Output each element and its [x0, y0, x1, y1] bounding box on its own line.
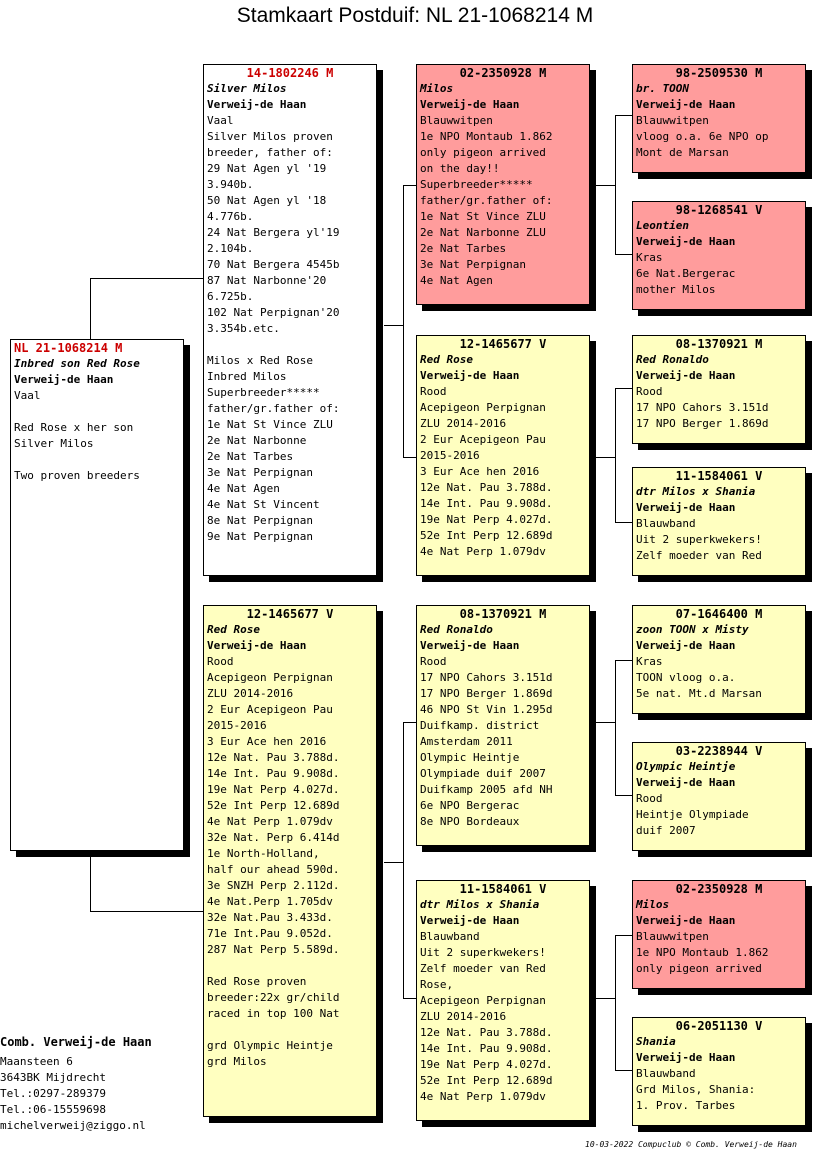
- card-line: 87 Nat Narbonne'20: [207, 274, 327, 287]
- card-line: Rood: [207, 655, 234, 668]
- card-line: Silver Milos: [14, 437, 94, 450]
- card-line: 6.725b.: [207, 290, 254, 303]
- card-line: TOON vloog o.a.: [636, 671, 736, 684]
- card-line: 32e Nat. Perp 6.414d: [207, 831, 340, 844]
- owner-name: Verweij-de Haan: [636, 914, 736, 927]
- sire-card[interactable]: [203, 64, 377, 576]
- card-line: 17 NPO Berger 1.869d: [636, 417, 769, 430]
- card-line: Red Rose x her son: [14, 421, 134, 434]
- dam-dam-dam-card[interactable]: [632, 1017, 806, 1126]
- connector: [403, 998, 417, 999]
- pigeon-name: Milos: [420, 82, 454, 95]
- pigeon-name: Red Rose: [207, 623, 260, 636]
- card-line: 17 NPO Berger 1.869d: [420, 687, 553, 700]
- connector: [615, 254, 633, 255]
- card-line: 52e Int Perp 12.689d: [420, 1074, 553, 1087]
- connector: [596, 185, 616, 186]
- ring-number: 07-1646400 M: [675, 607, 763, 621]
- ring-number: 14-1802246 M: [246, 66, 334, 80]
- dam-card[interactable]: [203, 605, 377, 1117]
- owner-name: Verweij-de Haan: [636, 98, 736, 111]
- owner-name: Verweij-de Haan: [207, 639, 307, 652]
- connector: [90, 851, 91, 912]
- card-lines: [636, 654, 802, 702]
- card-line: Acepigeon Perpignan: [420, 401, 546, 414]
- card-line: grd Olympic Heintje: [207, 1039, 333, 1052]
- sire-dam-sire-card[interactable]: [632, 335, 806, 444]
- card-line: Heintje Olympiade: [636, 808, 749, 821]
- pigeon-name: dtr Milos x Shania: [420, 898, 540, 911]
- card-line: Blauwwitpen: [636, 114, 709, 127]
- card-line: [14, 452, 180, 468]
- card-line: 12e Nat. Pau 3.788d.: [420, 481, 553, 494]
- connector: [90, 278, 91, 340]
- connector: [403, 457, 417, 458]
- card-line: 5e nat. Mt.d Marsan: [636, 687, 762, 700]
- sire-sire-dam-card[interactable]: [632, 201, 806, 310]
- card-line: Uit 2 superkwekers!: [636, 533, 762, 546]
- card-line: 19e Nat Perp 4.027d.: [207, 783, 340, 796]
- card-line: 14e Int. Pau 9.908d.: [420, 497, 553, 510]
- card-line: 2015-2016: [207, 719, 267, 732]
- card-line: Zelf moeder van Red: [636, 549, 762, 562]
- city-line: 3643BK Mijdrecht: [0, 1071, 106, 1084]
- ring-number: 03-2238944 V: [675, 744, 763, 758]
- subject-card[interactable]: [10, 339, 184, 851]
- card-lines: [14, 388, 180, 484]
- card-line: 102 Nat Perpignan'20: [207, 306, 340, 319]
- pigeon-name: br. TOON: [636, 82, 689, 95]
- card-line: Blauwband: [420, 930, 480, 943]
- card-line: [14, 404, 180, 420]
- card-line: Superbreeder*****: [207, 386, 320, 399]
- connector: [384, 862, 404, 863]
- dam-sire-dam-card[interactable]: [632, 742, 806, 851]
- card-line: 287 Nat Perp 5.589d.: [207, 943, 340, 956]
- card-line: 29 Nat Agen yl '19: [207, 162, 327, 175]
- card-line: 12e Nat. Pau 3.788d.: [420, 1026, 553, 1039]
- card-line: Milos x Red Rose: [207, 354, 313, 367]
- card-line: raced in top 100 Nat: [207, 1007, 340, 1020]
- card-line: Acepigeon Perpignan: [420, 994, 546, 1007]
- card-line: 52e Int Perp 12.689d: [207, 799, 340, 812]
- card-line: [207, 958, 373, 974]
- ring-number: 98-1268541 V: [675, 203, 763, 217]
- card-lines: [636, 516, 802, 564]
- card-line: Rood: [636, 385, 663, 398]
- owner-name: Verweij-de Haan: [420, 98, 520, 111]
- connector: [615, 660, 616, 796]
- sire-dam-dam-card[interactable]: [632, 467, 806, 576]
- card-line: 2 Eur Acepigeon Pau: [207, 703, 333, 716]
- owner-name: Verweij-de Haan: [636, 639, 736, 652]
- ring-number: 08-1370921 M: [459, 607, 547, 621]
- card-line: 2 Eur Acepigeon Pau: [420, 433, 546, 446]
- owner-name: Verweij-de Haan: [14, 373, 114, 386]
- card-line: 8e Nat Perpignan: [207, 514, 313, 527]
- connector: [615, 660, 633, 661]
- pigeon-name: Inbred son Red Rose: [14, 357, 140, 370]
- ring-number: 98-2509530 M: [675, 66, 763, 80]
- pigeon-name: Milos: [636, 898, 670, 911]
- pigeon-name: Red Ronaldo: [420, 623, 493, 636]
- connector: [403, 722, 417, 723]
- ring-number: 06-2051130 V: [675, 1019, 763, 1033]
- card-lines: [420, 384, 586, 560]
- card-line: breeder:22x gr/child: [207, 991, 340, 1004]
- card-lines: [636, 113, 802, 161]
- card-line: Mont de Marsan: [636, 146, 729, 159]
- connector: [615, 388, 633, 389]
- card-lines: [636, 384, 802, 432]
- card-line: [207, 1022, 373, 1038]
- sire-dam-card[interactable]: [416, 335, 590, 576]
- connector: [615, 115, 616, 255]
- card-line: 12e Nat. Pau 3.788d.: [207, 751, 340, 764]
- card-line: 32e Nat.Pau 3.433d.: [207, 911, 333, 924]
- mobile-line: Tel.:06-15559698: [0, 1103, 106, 1116]
- pigeon-name: Silver Milos: [207, 82, 287, 95]
- card-line: 1e North-Holland,: [207, 847, 320, 860]
- card-line: 3e Nat Perpignan: [420, 258, 526, 271]
- pigeon-name: Shania: [636, 1035, 676, 1048]
- connector: [90, 911, 204, 912]
- card-line: Acepigeon Perpignan: [207, 671, 333, 684]
- card-line: 19e Nat Perp 4.027d.: [420, 513, 553, 526]
- pigeon-name: Red Ronaldo: [636, 353, 709, 366]
- card-line: 19e Nat Perp 4.027d.: [420, 1058, 553, 1071]
- card-line: ZLU 2014-2016: [420, 417, 507, 430]
- card-line: father/gr.father of:: [207, 402, 340, 415]
- owner-name: Verweij-de Haan: [420, 639, 520, 652]
- card-line: 4e Nat Agen: [420, 274, 493, 287]
- card-line: Kras: [636, 251, 663, 264]
- card-line: 2015-2016: [420, 449, 480, 462]
- dam-dam-sire-card[interactable]: [632, 880, 806, 989]
- card-line: Uit 2 superkwekers!: [420, 946, 546, 959]
- connector: [403, 185, 417, 186]
- dam-dam-card[interactable]: [416, 880, 590, 1121]
- card-line: Kras: [636, 655, 663, 668]
- pigeon-name: Olympic Heintje: [636, 760, 736, 773]
- ring-number: 08-1370921 M: [675, 337, 763, 351]
- owner-name: Verweij-de Haan: [207, 98, 307, 111]
- card-line: 2e Nat Tarbes: [420, 242, 507, 255]
- card-line: on the day!!: [420, 162, 500, 175]
- card-line: Amsterdam 2011: [420, 735, 513, 748]
- card-line: Rood: [420, 655, 447, 668]
- address-line: Maansteen 6: [0, 1055, 73, 1068]
- connector: [615, 795, 633, 796]
- ring-number: 12-1465677 V: [246, 607, 334, 621]
- owner-name: Verweij-de Haan: [636, 776, 736, 789]
- sire-sire-card[interactable]: [416, 64, 590, 305]
- card-line: only pigeon arrived: [636, 962, 762, 975]
- connector: [615, 115, 633, 116]
- card-line: Zelf moeder van Red: [420, 962, 546, 975]
- card-line: Inbred Milos: [207, 370, 287, 383]
- card-line: Red Rose proven: [207, 975, 307, 988]
- card-line: Blauwwitpen: [420, 114, 493, 127]
- dam-sire-card[interactable]: [416, 605, 590, 846]
- ring-number: 02-2350928 M: [459, 66, 547, 80]
- card-line: 4e Nat Perp 1.079dv: [420, 545, 546, 558]
- card-line: 3.940b.: [207, 178, 254, 191]
- pigeon-name: Leontien: [636, 219, 689, 232]
- connector: [90, 278, 204, 279]
- card-line: Rood: [636, 792, 663, 805]
- card-line: 2e Nat Narbonne ZLU: [420, 226, 546, 239]
- card-line: 2e Nat Narbonne: [207, 434, 307, 447]
- card-line: 17 NPO Cahors 3.151d: [420, 671, 553, 684]
- connector: [615, 522, 633, 523]
- card-line: Rose,: [420, 978, 454, 991]
- card-line: ZLU 2014-2016: [420, 1010, 507, 1023]
- card-lines: [636, 929, 802, 977]
- card-line: mother Milos: [636, 283, 716, 296]
- connector: [403, 722, 404, 999]
- card-line: 1e NPO Montaub 1.862: [636, 946, 769, 959]
- card-line: 14e Int. Pau 9.908d.: [207, 767, 340, 780]
- page-title: Stamkaart Postduif: NL 21-1068214 M: [236, 4, 594, 27]
- card-line: Vaal: [207, 114, 234, 127]
- pigeon-name: zoon TOON x Misty: [636, 623, 749, 636]
- card-line: 9e Nat Perpignan: [207, 530, 313, 543]
- card-line: 2.104b.: [207, 242, 254, 255]
- card-line: Two proven breeders: [14, 469, 140, 482]
- card-line: ZLU 2014-2016: [207, 687, 294, 700]
- card-line: 6e NPO Bergerac: [420, 799, 520, 812]
- card-line: 70 Nat Bergera 4545b: [207, 258, 340, 271]
- card-line: Duifkamp 2005 afd NH: [420, 783, 553, 796]
- email-link[interactable]: michelverweij@ziggo.nl: [0, 1119, 146, 1132]
- ring-number: 12-1465677 V: [459, 337, 547, 351]
- card-line: 6e Nat.Bergerac: [636, 267, 736, 280]
- card-line: Rood: [420, 385, 447, 398]
- connector: [615, 1070, 633, 1071]
- card-line: half our ahead 590d.: [207, 863, 340, 876]
- ring-number: 11-1584061 V: [675, 469, 763, 483]
- ring-number: 11-1584061 V: [459, 882, 547, 896]
- card-line: 4e Nat St Vincent: [207, 498, 320, 511]
- card-line: 52e Int Perp 12.689d: [420, 529, 553, 542]
- card-line: vloog o.a. 6e NPO op: [636, 130, 769, 143]
- loft-name: Comb. Verweij-de Haan: [0, 1035, 152, 1049]
- card-line: Superbreeder*****: [420, 178, 533, 191]
- pigeon-name: Red Rose: [420, 353, 473, 366]
- card-line: Olympic Heintje: [420, 751, 520, 764]
- print-stamp: 10-03-2022 Compuclub © Comb. Verweij-de Haan: [585, 1140, 797, 1149]
- card-line: 1e NPO Montaub 1.862: [420, 130, 553, 143]
- card-line: 4e Nat Agen: [207, 482, 280, 495]
- card-line: 50 Nat Agen yl '18: [207, 194, 327, 207]
- card-lines: [420, 929, 586, 1105]
- owner-name: Verweij-de Haan: [420, 369, 520, 382]
- phone-line: Tel.:0297-289379: [0, 1087, 106, 1100]
- card-line: 8e NPO Bordeaux: [420, 815, 520, 828]
- card-line: Olympiade duif 2007: [420, 767, 546, 780]
- card-line: Grd Milos, Shania:: [636, 1083, 756, 1096]
- owner-name: Verweij-de Haan: [636, 501, 736, 514]
- card-line: 71e Int.Pau 9.052d.: [207, 927, 333, 940]
- connector: [403, 185, 404, 457]
- card-line: 2e Nat Tarbes: [207, 450, 294, 463]
- card-line: 4.776b.: [207, 210, 254, 223]
- owner-name: Verweij-de Haan: [420, 914, 520, 927]
- owner-name: Verweij-de Haan: [636, 369, 736, 382]
- owner-name: Verweij-de Haan: [636, 235, 736, 248]
- card-line: Vaal: [14, 389, 41, 402]
- pigeon-name: dtr Milos x Shania: [636, 485, 756, 498]
- card-line: [207, 337, 373, 353]
- card-line: 4e Nat Perp 1.079dv: [420, 1090, 546, 1103]
- card-line: father/gr.father of:: [420, 194, 553, 207]
- card-line: 3e Nat Perpignan: [207, 466, 313, 479]
- owner-name: Verweij-de Haan: [636, 1051, 736, 1064]
- card-line: Blauwband: [636, 1067, 696, 1080]
- connector: [615, 935, 633, 936]
- card-line: breeder, father of:: [207, 146, 333, 159]
- connector: [596, 998, 616, 999]
- card-line: Silver Milos proven: [207, 130, 333, 143]
- card-line: 3 Eur Ace hen 2016: [420, 465, 540, 478]
- card-lines: [420, 654, 586, 830]
- card-lines: [207, 654, 373, 1070]
- card-line: Duifkamp. district: [420, 719, 540, 732]
- card-line: 17 NPO Cahors 3.151d: [636, 401, 769, 414]
- card-lines: [636, 791, 802, 839]
- card-line: 1e Nat St Vince ZLU: [420, 210, 546, 223]
- connector: [615, 935, 616, 1071]
- connector: [384, 325, 404, 326]
- card-line: only pigeon arrived: [420, 146, 546, 159]
- ring-number: 02-2350928 M: [675, 882, 763, 896]
- card-line: 1. Prov. Tarbes: [636, 1099, 736, 1112]
- card-line: grd Milos: [207, 1055, 267, 1068]
- dam-sire-sire-card[interactable]: [632, 605, 806, 714]
- card-line: 24 Nat Bergera yl'19: [207, 226, 340, 239]
- owner-contact: [0, 1034, 152, 1134]
- card-line: 4e Nat.Perp 1.705dv: [207, 895, 333, 908]
- connector: [596, 722, 616, 723]
- card-line: 3.354b.etc.: [207, 322, 280, 335]
- card-line: Blauwwitpen: [636, 930, 709, 943]
- card-lines: [420, 113, 586, 289]
- card-line: 3e SNZH Perp 2.112d.: [207, 879, 340, 892]
- card-lines: [207, 113, 373, 545]
- connector: [615, 388, 616, 523]
- card-line: 3 Eur Ace hen 2016: [207, 735, 327, 748]
- ring-number: NL 21-1068214 M: [14, 341, 123, 355]
- card-line: 14e Int. Pau 9.908d.: [420, 1042, 553, 1055]
- card-line: Blauwband: [636, 517, 696, 530]
- card-line: duif 2007: [636, 824, 696, 837]
- connector: [596, 457, 616, 458]
- card-lines: [636, 250, 802, 298]
- card-lines: [636, 1066, 802, 1114]
- card-line: 46 NPO St Vin 1.295d: [420, 703, 553, 716]
- sire-sire-sire-card[interactable]: [632, 64, 806, 173]
- card-line: 1e Nat St Vince ZLU: [207, 418, 333, 431]
- card-line: 4e Nat Perp 1.079dv: [207, 815, 333, 828]
